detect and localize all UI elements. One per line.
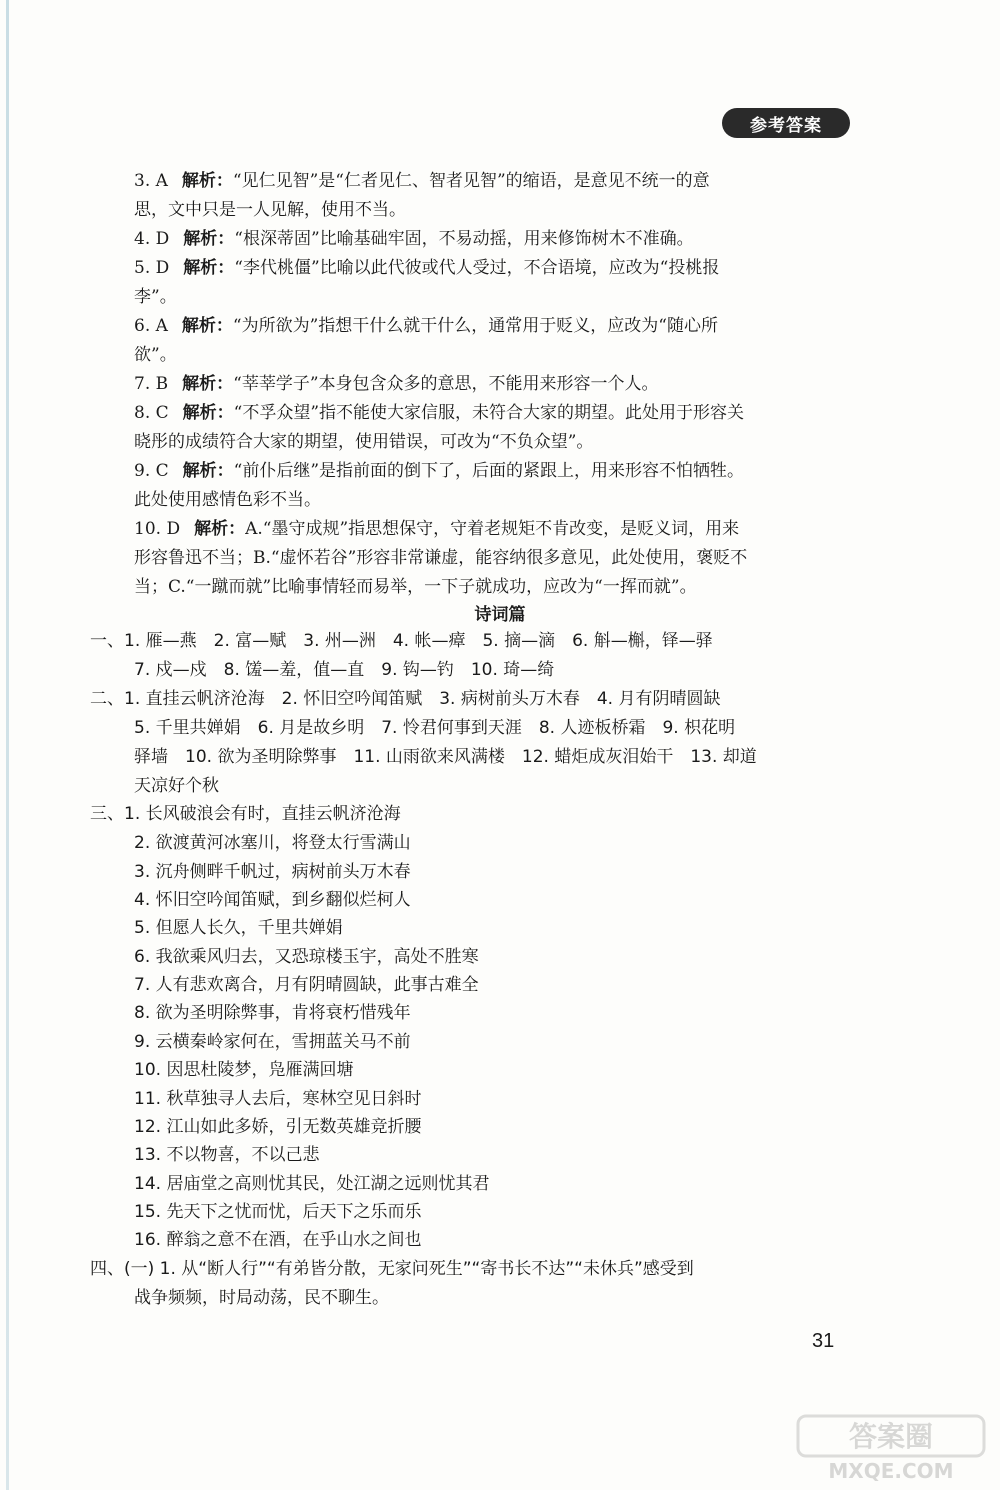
poetry-line: 8. 欲为圣明除弊事，肯将衰朽惜残年 <box>134 1003 411 1023</box>
answer-text: “为所欲为”指想干什么就干什么，通常用于贬义，应改为“随心所 <box>232 316 718 336</box>
analysis-label: 解析： <box>182 374 234 394</box>
answer-line: 晓彤的成绩符合大家的期望，使用错误，可改为“不负众望”。 <box>134 432 594 452</box>
analysis-label: 解析： <box>183 229 235 249</box>
section-title-poetry: 诗词篇 <box>474 605 526 625</box>
answer-line: 当；C.“一蹴而就”比喻事情轻而易举，一下子就成功，应改为“一挥而就”。 <box>134 577 697 597</box>
answer-number: 9. C <box>134 461 169 481</box>
answer-number: 4. D <box>134 229 170 249</box>
answer-number: 6. A <box>134 316 168 336</box>
analysis-label: 解析： <box>181 171 233 191</box>
answer-line <box>134 402 744 424</box>
poetry-line: 13. 不以物喜，不以己悲 <box>134 1145 320 1165</box>
poetry-line: 一、1. 雁—燕 2. 富—赋 3. 州—洲 4. 帐—瘴 5. 摘—滴 6. 斛—槲，铎—驿 <box>90 631 713 651</box>
answer-line <box>134 257 719 279</box>
analysis-label: 解析： <box>183 258 235 278</box>
poetry-line: 二、1. 直挂云帆济沧海 2. 怀旧空吟闻笛赋 3. 病树前头万木春 4. 月有阴晴圆缺 <box>90 689 721 709</box>
poetry-line: 12. 江山如此多娇，引无数英雄竞折腰 <box>134 1117 422 1137</box>
poetry-line: 战争频频，时局动荡，民不聊生。 <box>134 1288 389 1308</box>
answer-line <box>134 373 659 395</box>
poetry-line: 7. 戍—戍 8. 馐—羞，值—直 9. 钩—钓 10. 琦—绮 <box>134 660 555 680</box>
answer-line <box>134 228 694 250</box>
answer-text: “莘莘学子”本身包含众多的意思，不能用来形容一个人。 <box>233 374 659 394</box>
page-number: 31 <box>812 1330 835 1352</box>
poetry-line: 驿墙 10. 欲为圣明除弊事 11. 山雨欲来风满楼 12. 蜡炬成灰泪始干 13. 却道 <box>134 747 757 767</box>
poetry-line: 5. 千里共婵娟 6. 月是故乡明 7. 怜君何事到天涯 8. 人迹板桥霜 9. 枳花明 <box>134 718 736 738</box>
answer-line: 形容鲁迅不当；B.“虚怀若谷”形容非常谦虚，能容纳很多意见，此处使用，褒贬不 <box>134 548 748 568</box>
answer-text: “前仆后继”是指前面的倒下了，后面的紧跟上，用来形容不怕牺牲。 <box>233 461 745 481</box>
poetry-line: 10. 因思杜陵梦，凫雁满回塘 <box>134 1060 354 1080</box>
poetry-line: 四、(一) 1. 从“断人行”“有弟皆分散，无家问死生”“寄书长不达”“未休兵”感受到 <box>90 1259 694 1279</box>
answer-line: 欲”。 <box>134 345 177 365</box>
poetry-line: 15. 先天下之忧而忧，后天下之乐而乐 <box>134 1202 422 1222</box>
poetry-line: 16. 醉翁之意不在酒，在乎山水之间也 <box>134 1230 422 1250</box>
poetry-line: 4. 怀旧空吟闻笛赋，到乡翻似烂柯人 <box>134 890 411 910</box>
answer-line <box>134 518 739 540</box>
watermark-top-text: 答案圈 <box>848 1420 934 1453</box>
answer-number: 3. A <box>134 171 168 191</box>
answer-line <box>134 460 744 482</box>
answer-text: “不孚众望”指不能使大家信服，未符合大家的期望。此处用于形容关 <box>233 403 745 423</box>
poetry-line: 三、1. 长风破浪会有时，直挂云帆济沧海 <box>90 804 401 824</box>
watermark-logo <box>796 1414 986 1482</box>
analysis-label: 解析： <box>181 316 233 336</box>
poetry-line: 9. 云横秦岭家何在，雪拥蓝关马不前 <box>134 1032 411 1052</box>
poetry-line: 6. 我欲乘风归去，又恐琼楼玉宇，高处不胜寒 <box>134 947 479 967</box>
poetry-line: 11. 秋草独寻人去后，寒林空见日斜时 <box>134 1089 422 1109</box>
analysis-label: 解析： <box>182 403 234 423</box>
answer-line <box>134 315 718 337</box>
watermark-bottom-text: MXQE.COM <box>828 1459 954 1482</box>
analysis-label: 解析： <box>182 461 234 481</box>
answer-line <box>134 170 710 192</box>
answer-line: 此处使用感情色彩不当。 <box>134 490 321 510</box>
poetry-line: 2. 欲渡黄河冰塞川，将登太行雪满山 <box>134 833 411 853</box>
poetry-line: 5. 但愿人长久，千里共婵娟 <box>134 918 343 938</box>
answer-number: 7. B <box>134 374 169 394</box>
poetry-line: 天凉好个秋 <box>134 776 219 796</box>
poetry-line: 3. 沉舟侧畔千帆过，病树前头万木春 <box>134 862 411 882</box>
watermark-frame <box>798 1416 984 1456</box>
poetry-line: 7. 人有悲欢离合，月有阴晴圆缺，此事古难全 <box>134 975 479 995</box>
page-edge-line <box>6 0 9 1490</box>
answer-line: 思，文中只是一人见解，使用不当。 <box>134 200 406 220</box>
answer-text: “李代桃僵”比喻以此代彼或代人受过，不合语境，应改为“投桃报 <box>234 258 720 278</box>
analysis-label: 解析： <box>194 519 246 539</box>
answer-text: A.“墨守成规”指思想保守，守着老规矩不肯改变，是贬义词，用来 <box>245 519 740 539</box>
answer-text: “根深蒂固”比喻基础牢固，不易动摇，用来修饰树木不准确。 <box>234 229 694 249</box>
answer-number: 5. D <box>134 258 170 278</box>
poetry-line: 14. 居庙堂之高则忧其民，处江湖之远则忧其君 <box>134 1174 490 1194</box>
answer-number: 8. C <box>134 403 169 423</box>
answer-number: 10. D <box>134 519 181 539</box>
answer-text: “见仁见智”是“仁者见仁、智者见智”的缩语，是意见不统一的意 <box>232 171 710 191</box>
answer-line: 李”。 <box>134 287 177 307</box>
answer-key-badge: 参考答案 <box>722 108 850 138</box>
